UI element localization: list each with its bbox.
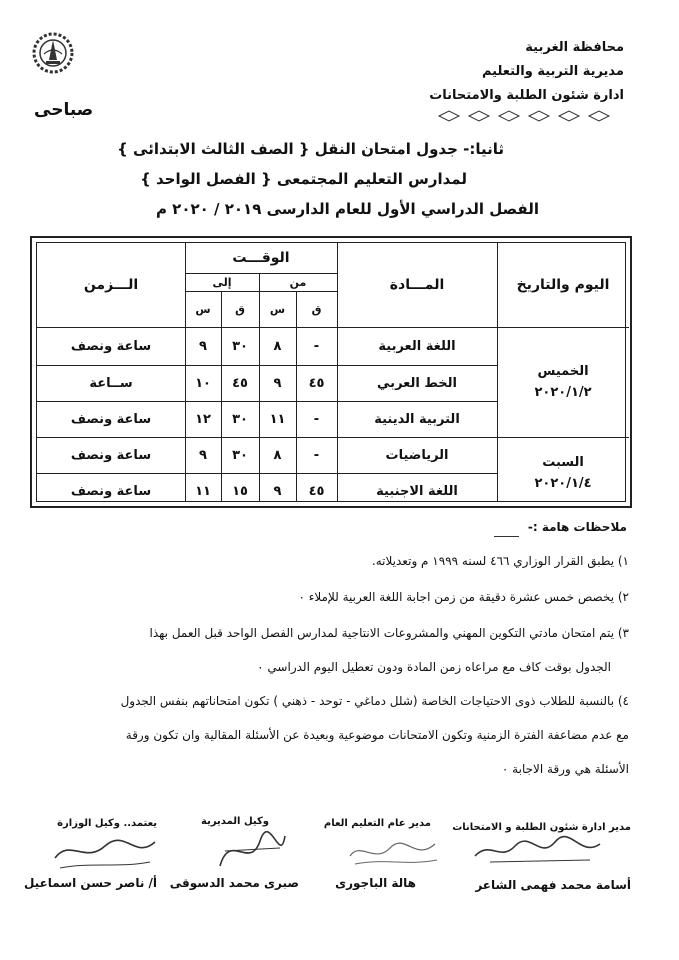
row-from-hour: ٨ [273, 338, 282, 354]
row-to-hour: ١٠ [195, 375, 211, 391]
signature-name: أسامة محمد فهمى الشاعر [475, 878, 631, 892]
row-to-minute: ٣٠ [232, 447, 248, 463]
row-subject: الخط العربي [377, 375, 457, 391]
row-from-hour: ٩ [273, 375, 282, 391]
row-to-hour: ١١ [195, 483, 211, 499]
directorate-label: مديرية التربية والتعليم [481, 64, 624, 79]
note-item: الأسئلة هي ورقة الاجابة ٠ [501, 762, 629, 776]
signature-name: صبرى محمد الدسوقى [169, 876, 299, 890]
row-from-minute: ٤٥ [308, 483, 325, 499]
header-duration: الـــزمن [83, 277, 139, 293]
exam-timetable [30, 236, 632, 508]
row-to-minute: ٤٥ [232, 375, 248, 391]
row-subject: اللغة الاجنبية [376, 483, 458, 499]
row-from-minute: - [313, 447, 320, 463]
signature-title: مدير ادارة شئون الطلبة و الامتحانات [452, 822, 631, 833]
row-duration: ساعة ونصف [70, 483, 152, 499]
row-duration: ســاعة [89, 375, 133, 391]
header-from: من [289, 275, 307, 289]
signature-title: يعتمد.. وكيل الوزارة [57, 818, 157, 829]
row-to-hour: ٩ [199, 447, 207, 463]
row-to-hour: ٩ [199, 338, 207, 354]
timetable-grid [36, 242, 626, 502]
title-line-1: ثانيا:- جدول امتحان النقل { الصف الثالث الابتدائى } [117, 140, 504, 158]
header-from-minute: ق [311, 302, 322, 316]
row-subject: الرياضيات [385, 447, 449, 463]
day-cell-thursday [497, 327, 629, 437]
signature-mark [50, 828, 160, 874]
row-duration: ساعة ونصف [70, 338, 152, 354]
note-item: ٢) يخصص خمس عشرة دقيقة من زمن اجابة اللغة العربية للإملاء ٠ [298, 590, 629, 604]
signature-mark [345, 836, 445, 870]
note-item: ١) يطبق القرار الوزاري ٤٦٦ لسنه ١٩٩٩ م وتعديلاته. [371, 554, 629, 568]
department-label: ادارة شئون الطلبة والامتحانات [429, 88, 624, 103]
row-duration: ساعة ونصف [70, 411, 152, 427]
header-to: إلى [212, 275, 232, 289]
header-day-date: اليوم والتاريخ [516, 277, 610, 293]
signature-title: مدير عام التعليم العام [323, 818, 431, 829]
row-from-minute: - [313, 411, 320, 427]
day-cell-saturday [497, 437, 629, 509]
shift-label: صباحى [34, 100, 94, 120]
governorate-label: محافظة الغربية [525, 40, 624, 55]
notes-title-underline [494, 536, 519, 537]
day-name: الخميس [537, 364, 589, 379]
note-item: ٣) يتم امتحان مادتي التكوين المهني والمشروعات الانتاجية لمدارس الفصل الواحد قبل العمل بهذا [149, 626, 629, 640]
note-item: مع عدم مضاعفة الفترة الزمنية وتكون الامتحانات موضوعية وبعيدة عن الأسئلة المقالية وان تكون ورقة [125, 728, 629, 742]
header-to-minute: ق [235, 302, 245, 316]
header-from-hour: س [269, 302, 286, 316]
row-from-hour: ١١ [269, 411, 286, 427]
header-to-hour: س [195, 302, 211, 316]
row-to-minute: ٣٠ [232, 411, 248, 427]
row-subject: التربية الدينية [374, 411, 460, 427]
row-duration: ساعة ونصف [70, 447, 152, 463]
note-item: ٤) بالنسبة للطلاب ذوى الاحتياجات الخاصة (شلل دماغي - توحد - ذهني ) تكون امتحاناتهم بنفس الجدول [120, 694, 629, 708]
header-subject: المـــادة [389, 277, 445, 293]
row-subject: اللغة العربية [378, 338, 456, 354]
signature-mark [210, 826, 290, 876]
day-date: ٢٠٢٠/١/٤ [534, 476, 592, 491]
title-line-3: الفصل الدراسي الأول للعام الدارسى ٢٠١٩ / ٢٠٢٠ م [155, 200, 539, 218]
header-time: الوقـــت [232, 250, 290, 266]
row-from-hour: ٩ [273, 483, 282, 499]
note-item: الجدول بوقت كاف مع مراعاه زمن المادة ودون تعطيل اليوم الدراسي ٠ [257, 660, 611, 674]
row-from-minute: ٤٥ [308, 375, 325, 391]
row-to-minute: ١٥ [232, 483, 248, 499]
signature-mark [470, 832, 610, 868]
day-name: السبت [542, 455, 584, 470]
ministry-logo [30, 30, 76, 80]
day-date: ٢٠٢٠/١/٢ [534, 385, 592, 400]
title-line-2: لمدارس التعليم المجتمعى { الفصل الواحد } [140, 170, 467, 188]
header-ornament [429, 108, 629, 127]
signature-name: هالة الباجورى [335, 876, 416, 890]
row-from-minute: - [313, 338, 320, 354]
signature-title: وكيل المديرية [201, 816, 269, 827]
row-to-hour: ١٢ [195, 411, 211, 427]
row-to-minute: ٣٠ [232, 338, 248, 354]
row-from-hour: ٨ [273, 447, 282, 463]
signature-name: أ/ ناصر حسن اسماعيل [23, 876, 157, 890]
notes-title: ملاحظات هامة :- [527, 520, 627, 534]
